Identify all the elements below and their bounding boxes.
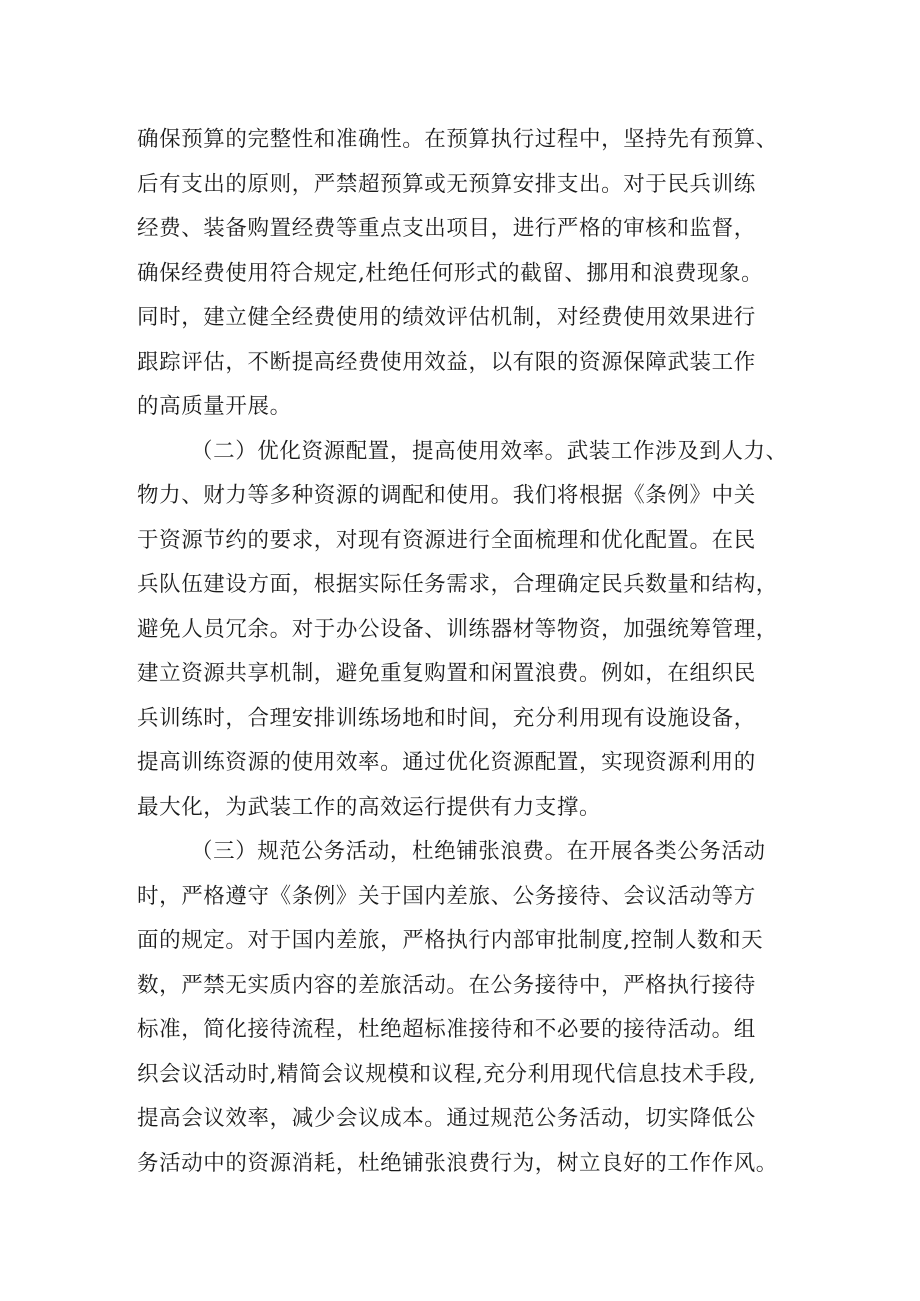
paragraph-2-heading-line: （二）优化资源配置，提高使用效率。武装工作涉及到人力、 [191, 438, 788, 464]
document-body [137, 118, 817, 1186]
paragraph-3-line: 标准，简化接待流程，杜绝超标准接待和不必要的接待活动。组 [137, 1017, 756, 1042]
paragraph-3-line: 务活动中的资源消耗，杜绝铺张浪费行为，树立良好的工作作风。 [137, 1150, 778, 1176]
paragraph-1-line: 确保经费使用符合规定,杜绝任何形式的截留、挪用和浪费现象。 [137, 260, 764, 286]
paragraph-3-line: 面的规定。对于国内差旅，严格执行内部审批制度,控制人数和天 [137, 928, 764, 953]
paragraph-3-line: 织会议活动时,精简会议规模和议程,充分利用现代信息技术手段, [137, 1061, 757, 1087]
paragraph-2-line: 兵队伍建设方面，根据实际任务需求，合理确定民兵数量和结构， [137, 572, 778, 597]
paragraph-2-line: 物力、财力等多种资源的调配和使用。我们将根据《条例》中关 [137, 483, 756, 508]
paragraph-1-line: 经费、装备购置经费等重点支出项目，进行严格的审核和监督， [137, 216, 756, 241]
paragraph-2-line: 避免人员冗余。对于办公设备、训练器材等物资，加强统筹管理， [137, 616, 778, 642]
paragraph-3-line: 提高会议效率，减少会议成本。通过规范公务活动，切实降低公 [137, 1106, 756, 1131]
paragraph-1-line: 后有支出的原则，严禁超预算或无预算安排支出。对于民兵训练 [137, 171, 756, 197]
paragraph-1-line: 同时，建立健全经费使用的绩效评估机制，对经费使用效果进行 [137, 305, 756, 330]
paragraph-1-line: 的高质量开展。 [137, 394, 292, 419]
paragraph-3-line: 时，严格遵守《条例》关于国内差旅、公务接待、会议活动等方 [137, 883, 756, 909]
paragraph-1-line: 跟踪评估，不断提高经费使用效益，以有限的资源保障武装工作 [137, 349, 756, 375]
paragraph-2-line: 于资源节约的要求，对现有资源进行全面梳理和优化配置。在民 [137, 527, 756, 553]
paragraph-3-line: 数，严禁无实质内容的差旅活动。在公务接待中，严格执行接待 [137, 972, 756, 998]
paragraph-2-line: 最大化，为武装工作的高效运行提供有力支撑。 [137, 794, 602, 820]
paragraph-2-line: 兵训练时，合理安排训练场地和时间，充分利用现有设施设备， [137, 705, 756, 731]
paragraph-2-line: 提高训练资源的使用效率。通过优化资源配置，实现资源利用的 [137, 750, 756, 775]
paragraph-2-line: 建立资源共享机制，避免重复购置和闲置浪费。例如，在组织民 [137, 661, 756, 686]
paragraph-3-heading-line: （三）规范公务活动，杜绝铺张浪费。在开展各类公务活动 [191, 839, 766, 864]
paragraph-1-line: 确保预算的完整性和准确性。在预算执行过程中，坚持先有预算、 [137, 127, 778, 152]
